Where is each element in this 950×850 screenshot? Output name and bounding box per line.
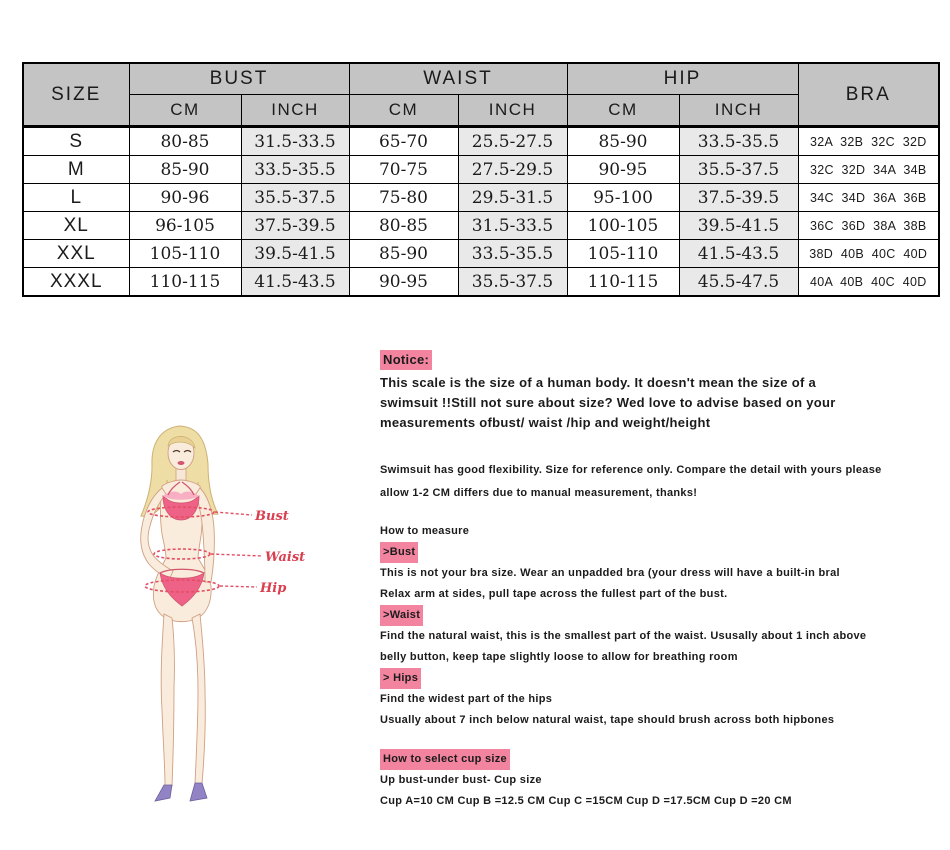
- cell-hip-cm: 100-105: [567, 212, 679, 240]
- waist-text-line: Find the natural waist, this is the smallest part of the waist. Ususally about 1 inch above: [380, 630, 867, 642]
- cup-size-text-line: Up bust-under bust- Cup size: [380, 774, 542, 786]
- cell-hip-cm: 110-115: [567, 268, 679, 297]
- size-table: [22, 62, 940, 297]
- measurement-figure: [118, 424, 368, 819]
- cell-bust-cm: 110-115: [129, 268, 241, 297]
- cell-waist-inch: 33.5-35.5: [458, 240, 567, 268]
- cup-size-section: [380, 749, 945, 812]
- cup-size-heading: How to select cup size: [380, 749, 510, 770]
- cell-bra: 32C 32D 34A 34B: [798, 156, 939, 184]
- cell-bust-cm: 85-90: [129, 156, 241, 184]
- hip-label: Hip: [260, 581, 287, 596]
- cell-bust-inch: 41.5-43.5: [241, 268, 349, 297]
- cell-bra: 40A 40B 40C 40D: [798, 268, 939, 297]
- hips-text-line: Usually about 7 inch below natural waist, tape should brush across both hipbones: [380, 714, 835, 726]
- cell-waist-inch: 31.5-33.5: [458, 212, 567, 240]
- cell-bust-cm: 96-105: [129, 212, 241, 240]
- cell-hip-cm: 95-100: [567, 184, 679, 212]
- header-hip-inch: INCH: [679, 95, 798, 127]
- bust-leader-line: [215, 512, 252, 515]
- waist-subheading: >Waist: [380, 605, 423, 626]
- cell-bust-inch: 37.5-39.5: [241, 212, 349, 240]
- cell-hip-inch: 35.5-37.5: [679, 156, 798, 184]
- cell-size: XXXL: [23, 268, 129, 297]
- header-bust-inch: INCH: [241, 95, 349, 127]
- cell-size: XXL: [23, 240, 129, 268]
- info-column: [380, 350, 945, 812]
- cell-hip-cm: 85-90: [567, 127, 679, 156]
- header-waist-inch: INCH: [458, 95, 567, 127]
- hips-text-line: Find the widest part of the hips: [380, 693, 553, 705]
- notice-section: [380, 350, 945, 433]
- table-row: [23, 212, 939, 240]
- cell-bust-inch: 31.5-33.5: [241, 127, 349, 156]
- header-hip: HIP: [567, 63, 798, 95]
- header-size: SIZE: [23, 63, 129, 127]
- header-waist: WAIST: [349, 63, 567, 95]
- cell-size: XL: [23, 212, 129, 240]
- cell-bra: 36C 36D 38A 38B: [798, 212, 939, 240]
- cell-bra: 34C 34D 36A 36B: [798, 184, 939, 212]
- table-row: [23, 268, 939, 297]
- cell-waist-inch: 29.5-31.5: [458, 184, 567, 212]
- notice-text-line: measurements ofbust/ waist /hip and weight/height: [380, 415, 711, 430]
- cell-waist-cm: 85-90: [349, 240, 458, 268]
- cell-waist-cm: 70-75: [349, 156, 458, 184]
- bust-text-line: This is not your bra size. Wear an unpadded bra (your dress will have a built-in bral: [380, 567, 840, 579]
- cell-size: L: [23, 184, 129, 212]
- cell-hip-cm: 105-110: [567, 240, 679, 268]
- notice-text-line: swimsuit !!Still not sure about size? Wed love to advise based on your: [380, 395, 836, 410]
- bust-subheading: >Bust: [380, 542, 418, 563]
- cell-bust-inch: 35.5-37.5: [241, 184, 349, 212]
- cell-hip-inch: 33.5-35.5: [679, 127, 798, 156]
- cell-waist-cm: 80-85: [349, 212, 458, 240]
- header-hip-cm: CM: [567, 95, 679, 127]
- cell-waist-inch: 25.5-27.5: [458, 127, 567, 156]
- cell-waist-cm: 65-70: [349, 127, 458, 156]
- cup-size-text-line: Cup A=10 CM Cup B =12.5 CM Cup C =15CM Cup D =17.5CM Cup D =20 CM: [380, 795, 792, 807]
- cell-size: M: [23, 156, 129, 184]
- header-bust-cm: CM: [129, 95, 241, 127]
- cell-bust-cm: 80-85: [129, 127, 241, 156]
- leg-right: [192, 614, 205, 784]
- hip-leader-line: [220, 586, 257, 587]
- flexibility-text-line: allow 1-2 CM differs due to manual measurement, thanks!: [380, 487, 698, 499]
- bust-label: Bust: [255, 509, 289, 524]
- header-bust: BUST: [129, 63, 349, 95]
- table-row: [23, 240, 939, 268]
- cell-bust-cm: 90-96: [129, 184, 241, 212]
- shoe-left: [155, 785, 172, 801]
- woman-sketch-illustration: [118, 424, 368, 819]
- cell-waist-cm: 75-80: [349, 184, 458, 212]
- cell-hip-inch: 39.5-41.5: [679, 212, 798, 240]
- cell-waist-inch: 27.5-29.5: [458, 156, 567, 184]
- flexibility-section: [380, 459, 945, 505]
- cell-bust-inch: 39.5-41.5: [241, 240, 349, 268]
- cell-bust-cm: 105-110: [129, 240, 241, 268]
- leg-left: [161, 614, 174, 786]
- cell-bra: 38D 40B 40C 40D: [798, 240, 939, 268]
- how-to-measure-heading: How to measure: [380, 525, 470, 537]
- waist-label: Waist: [265, 550, 306, 565]
- cell-bra: 32A 32B 32C 32D: [798, 127, 939, 156]
- table-row: [23, 156, 939, 184]
- flexibility-text-line: Swimsuit has good flexibility. Size for reference only. Compare the detail with yours please: [380, 464, 882, 476]
- table-row: [23, 184, 939, 212]
- waist-leader-line: [211, 554, 262, 556]
- cell-hip-cm: 90-95: [567, 156, 679, 184]
- lips: [178, 461, 185, 465]
- shoe-right: [190, 783, 207, 801]
- cell-hip-inch: 37.5-39.5: [679, 184, 798, 212]
- hips-subheading: > Hips: [380, 668, 421, 689]
- cell-size: S: [23, 127, 129, 156]
- table-row: [23, 127, 939, 156]
- how-to-measure-section: [380, 521, 945, 731]
- notice-heading: Notice:: [380, 350, 432, 370]
- notice-text-line: This scale is the size of a human body. It doesn't mean the size of a: [380, 375, 817, 390]
- bust-text-line: Relax arm at sides, pull tape across the fullest part of the bust.: [380, 588, 728, 600]
- header-bra: BRA: [798, 63, 939, 127]
- cell-waist-inch: 35.5-37.5: [458, 268, 567, 297]
- waist-text-line: belly button, keep tape slightly loose to allow for breathing room: [380, 651, 738, 663]
- cell-waist-cm: 90-95: [349, 268, 458, 297]
- cell-bust-inch: 33.5-35.5: [241, 156, 349, 184]
- header-waist-cm: CM: [349, 95, 458, 127]
- cell-hip-inch: 41.5-43.5: [679, 240, 798, 268]
- cell-hip-inch: 45.5-47.5: [679, 268, 798, 297]
